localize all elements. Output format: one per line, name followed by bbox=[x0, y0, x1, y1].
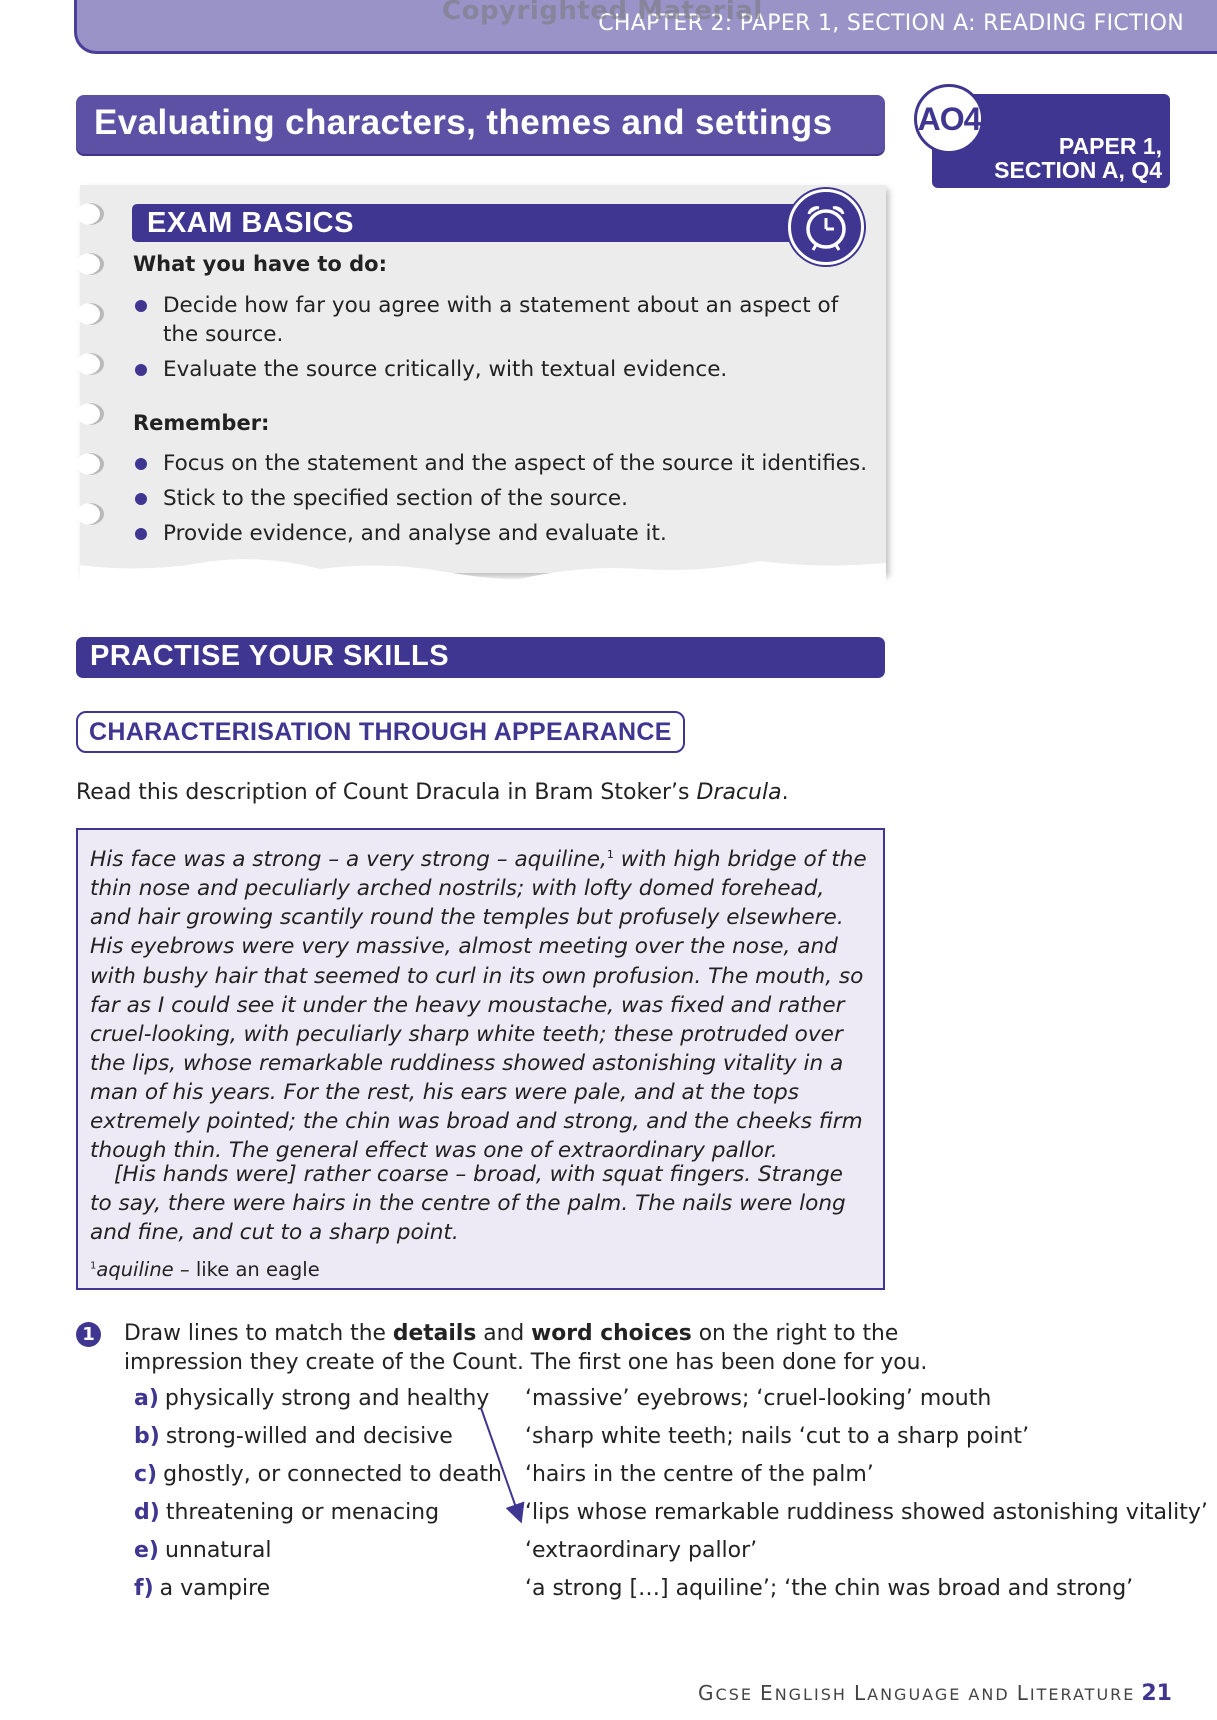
section-subheading: CHARACTERISATION THROUGH APPEARANCE bbox=[89, 718, 672, 746]
assessment-objective-label: AO4 bbox=[917, 100, 981, 137]
spiral-binding bbox=[76, 403, 104, 425]
footnote: $^1$aquiline – like an eagle bbox=[90, 1258, 320, 1281]
match-left-item: a) physically strong and healthy bbox=[134, 1386, 490, 1411]
bullet-icon bbox=[135, 493, 147, 505]
extract-paragraph-1: His face was a strong – a very strong – aquiline,$^1$ with high bridge of the thin nose and peculiarly arched nostrils; with lofty domed forehead, and hair growing scantily round the temples but profusely elsewhere. His eyebrows were very massive, almost meeting over the nose, and with bushy hair that seemed to curl in its own profusion. The mouth, so far as I could see it under the heavy moustache, was fixed and rather cruel-looking, with peculiarly sharp white teeth; these protruded over the lips, whose remarkable ruddiness showed astonishing vitality in a man of his years. For the rest, his ears were pale, and at the tops extremely pointed; the chin was broad and strong, and the cheeks firm though thin. The general effect was one of extraordinary pallor. bbox=[90, 847, 867, 1164]
alarm-clock-icon bbox=[788, 189, 864, 265]
spiral-binding bbox=[76, 453, 104, 475]
page-title: Evaluating characters, themes and settings bbox=[94, 103, 833, 142]
assessment-objective-badge bbox=[914, 84, 984, 154]
match-right-item: ‘lips whose remarkable ruddiness showed astonishing vitality’ bbox=[525, 1500, 1208, 1525]
remember-label: Remember: bbox=[133, 411, 270, 435]
match-left-item: c) ghostly, or connected to death bbox=[134, 1462, 503, 1487]
list-item: Evaluate the source critically, with textual evidence. bbox=[133, 355, 853, 384]
intro-text: Read this description of Count Dracula in Bram Stoker’s Dracula. bbox=[76, 780, 789, 805]
match-right-item: ‘sharp white teeth; nails ‘cut to a sharp point’ bbox=[525, 1424, 1030, 1449]
spiral-binding bbox=[76, 253, 104, 275]
question-text: Draw lines to match the details and word choices on the right to the impression they create of the Count. The first one has been done for you. bbox=[124, 1321, 928, 1375]
paper-badge-line2: SECTION A, Q4 bbox=[994, 157, 1162, 183]
match-right-item: ‘massive’ eyebrows; ‘cruel-looking’ mouth bbox=[525, 1386, 992, 1411]
bullet-icon bbox=[135, 528, 147, 540]
chapter-title: CHAPTER 2: PAPER 1, SECTION A: READING FICTION bbox=[598, 11, 1184, 36]
remember-list bbox=[133, 449, 873, 554]
exam-basics-title: EXAM BASICS bbox=[147, 207, 354, 239]
list-item: Decide how far you agree with a statement about an aspect of the source. bbox=[133, 291, 853, 349]
spiral-binding bbox=[76, 503, 104, 525]
todo-list bbox=[133, 291, 853, 390]
match-right-item: ‘a strong […] aquiline’; ‘the chin was broad and strong’ bbox=[525, 1576, 1134, 1601]
list-item: Provide evidence, and analyse and evaluate it. bbox=[133, 519, 873, 548]
todo-label: What you have to do: bbox=[133, 252, 388, 276]
match-right-item: ‘hairs in the centre of the palm’ bbox=[525, 1462, 874, 1487]
match-left-item: f) a vampire bbox=[134, 1576, 271, 1601]
bullet-icon bbox=[135, 300, 147, 312]
page-footer: GCSE ENGLISH LANGUAGE AND LITERATURE 21 bbox=[698, 1681, 1172, 1706]
page-title-box bbox=[76, 95, 885, 154]
watermark: Copyrighted Material bbox=[442, 0, 763, 26]
match-left-item: b) strong-willed and decisive bbox=[134, 1424, 453, 1449]
match-right-item: ‘extraordinary pallor’ bbox=[525, 1538, 758, 1563]
practise-header-bar bbox=[76, 637, 885, 678]
extract-box bbox=[76, 828, 885, 1290]
book-title: Dracula bbox=[696, 780, 782, 805]
practise-title: PRACTISE YOUR SKILLS bbox=[90, 640, 450, 672]
match-left-item: d) threatening or menacing bbox=[134, 1500, 440, 1525]
bullet-icon bbox=[135, 458, 147, 470]
list-item: Focus on the statement and the aspect of the source it identifies. bbox=[133, 449, 873, 478]
question-number: 1 bbox=[76, 1322, 101, 1347]
list-item: Stick to the specified section of the source. bbox=[133, 484, 873, 513]
page-number: 21 bbox=[1141, 1681, 1172, 1706]
match-left-item: e) unnatural bbox=[134, 1538, 272, 1563]
extract-paragraph-2: [His hands were] rather coarse – broad, with squat fingers. Strange to say, there were hairs in the centre of the palm. The nails were long and fine, and cut to a sharp point. bbox=[90, 1162, 846, 1246]
spiral-binding bbox=[76, 303, 104, 325]
torn-paper-edge bbox=[80, 555, 886, 583]
paper-badge-line1: PAPER 1, bbox=[1058, 133, 1162, 159]
section-subheading-box bbox=[76, 711, 685, 753]
spiral-binding bbox=[76, 203, 104, 225]
exam-basics-card bbox=[80, 185, 886, 573]
footnote-marker: 1 bbox=[606, 848, 614, 861]
spiral-binding bbox=[76, 353, 104, 375]
bullet-icon bbox=[135, 364, 147, 376]
exam-basics-header bbox=[132, 204, 815, 242]
